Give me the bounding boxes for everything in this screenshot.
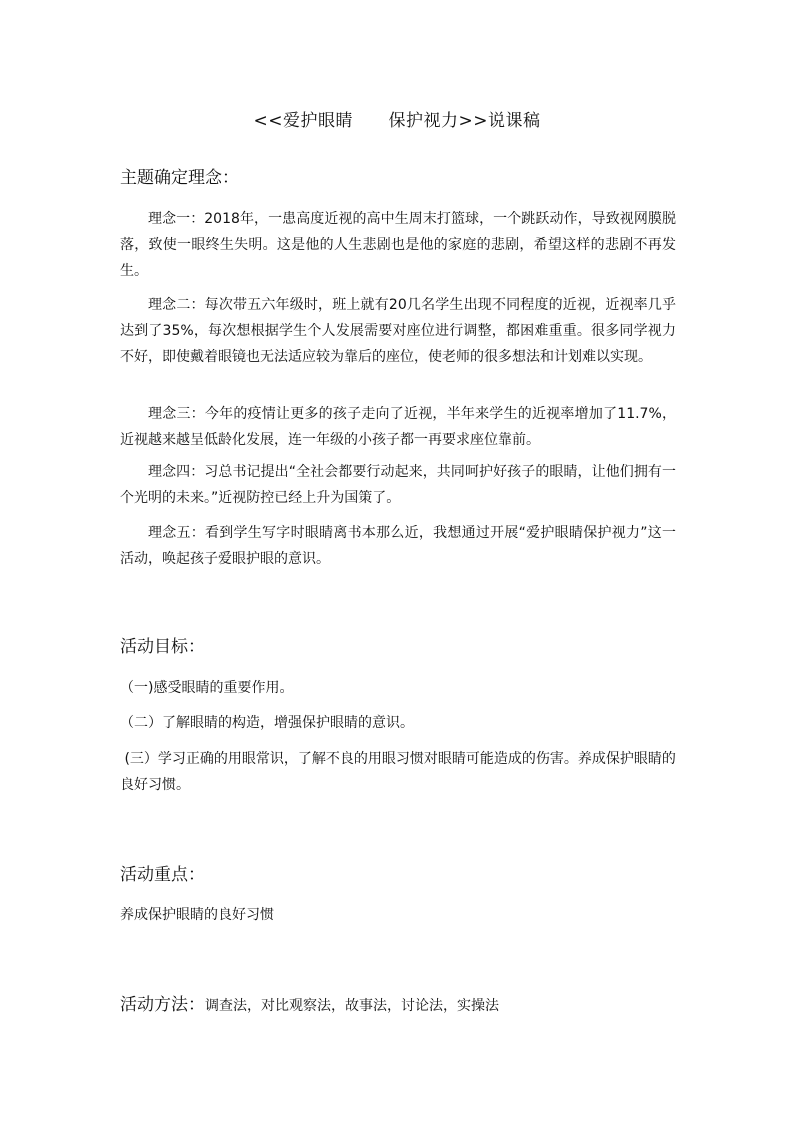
goals-heading: 活动目标： <box>120 637 205 657</box>
method-text: 调查法，对比观察法，故事法，讨论法，实操法 <box>205 998 499 1014</box>
goal-item-2: （二）了解眼睛的构造，增强保护眼睛的意识。 <box>120 715 414 731</box>
concept-paragraph-3: 理念三：今年的疫情让更多的孩子走向了近视，半年来学生的近视率增加了11.7%，近视越来越呈低龄化发展，连一年级的小孩子都一再要求座位靠前。 <box>120 406 676 448</box>
document-title: <<爱护眼睛 保护视力>>说课稿 <box>253 111 541 131</box>
focus-heading: 活动重点： <box>120 865 205 885</box>
focus-text: 养成保护眼睛的良好习惯 <box>120 907 274 923</box>
concept-paragraph-1: 理念一：2018年，一患高度近视的高中生周末打篮球，一个跳跃动作，导致视网膜脱落，致使一眼终生失明。这是他的人生悲剧也是他的家庭的悲剧，希望这样的悲剧不再发生。 <box>120 211 676 279</box>
concept-paragraph-4: 理念四：习总书记提出“全社会都要行动起来，共同呵护好孩子的眼睛，让他们拥有一个光明的未来。”近视防控已经上升为国策了。 <box>120 464 676 506</box>
goal-item-3: (三）学习正确的用眼常识，了解不良的用眼习惯对眼睛可能造成的伤害。养成保护眼睛的良好习惯。 <box>120 751 676 793</box>
goal-item-1: （一)感受眼睛的重要作用。 <box>120 680 294 696</box>
method-label: 活动方法： <box>120 995 205 1015</box>
theme-heading: 主题确定理念： <box>120 168 239 188</box>
method-line <box>120 990 499 1015</box>
concept-paragraph-2: 理念二：每次带五六年级时，班上就有20几名学生出现不同程度的近视，近视率几乎达到了35%，每次想根据学生个人发展需要对座位进行调整，都困难重重。很多同学视力不好，即使戴着眼镜也无法适应较为靠后的座位，使老师的很多想法和计划难以实现。 <box>120 297 676 365</box>
concept-paragraph-5: 理念五：看到学生写字时眼睛离书本那么近，我想通过开展“爱护眼睛保护视力”这一活动，唤起孩子爱眼护眼的意识。 <box>120 525 676 567</box>
